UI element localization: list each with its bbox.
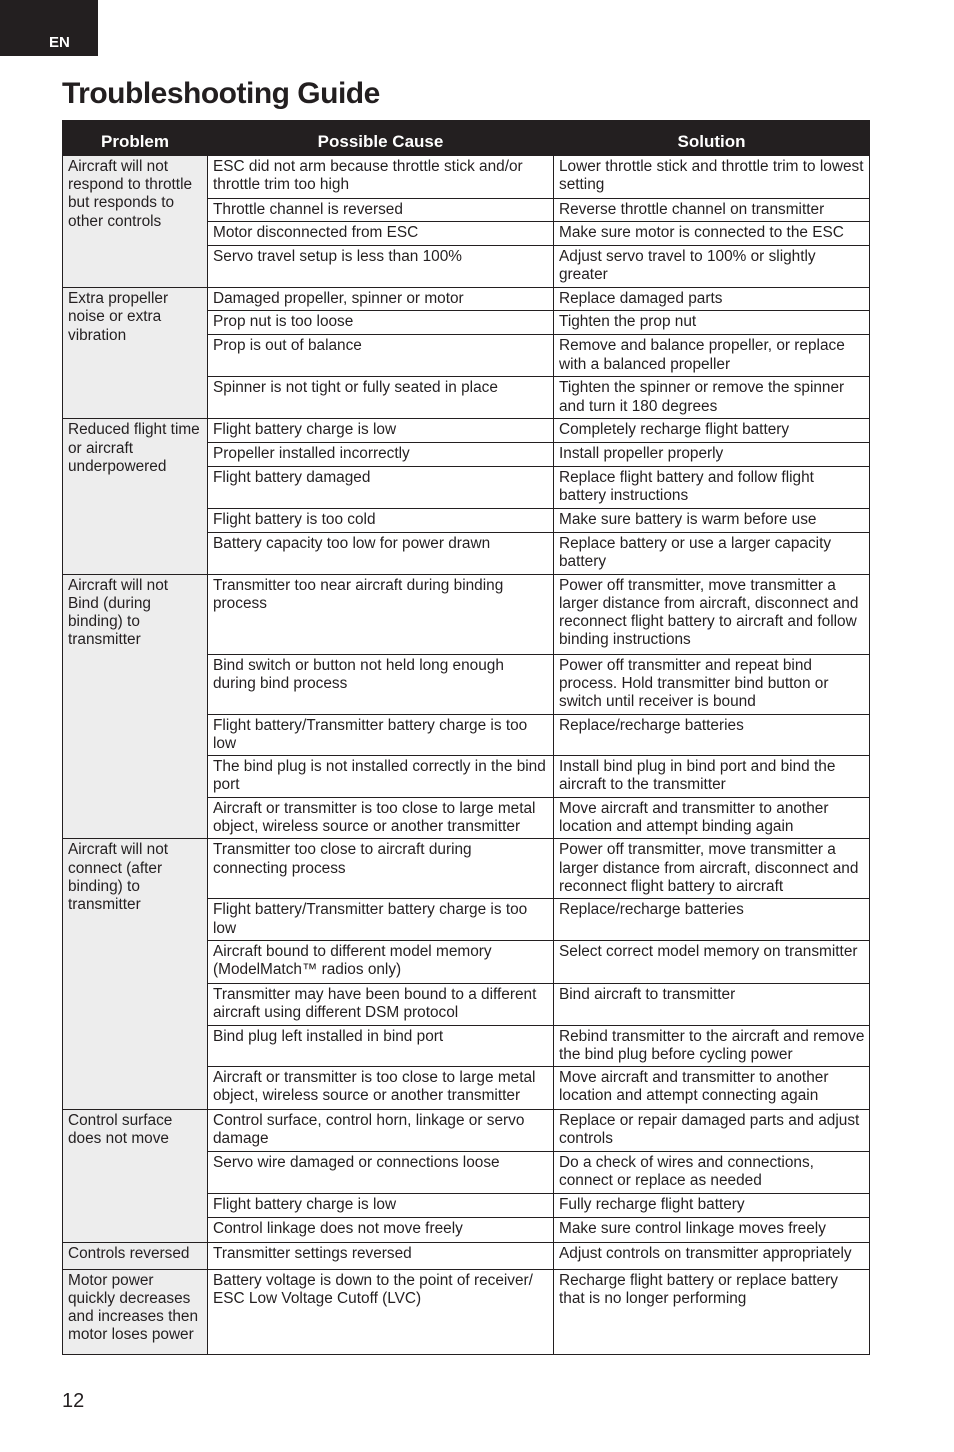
table-row [63,839,870,899]
table-row [63,1269,870,1354]
cause-cell: Aircraft or transmitter is too close to large metal object, wireless source or another transmitter [208,798,554,839]
solution-cell: Rebind transmitter to the aircraft and remove the bind plug before cycling power [554,1025,870,1066]
page-title: Troubleshooting Guide [62,77,380,110]
problem-cell: Aircraft will not connect (after binding) to transmitter [63,839,208,1110]
solution-cell: Install propeller properly [554,443,870,466]
solution-cell: Make sure motor is connected to the ESC [554,222,870,246]
table-row [63,419,870,443]
cause-cell: Damaged propeller, spinner or motor [208,288,554,311]
solution-cell: Make sure battery is warm before use [554,508,870,532]
column-header-problem: Problem [63,121,208,156]
cause-cell: Battery voltage is down to the point of receiver/ ESC Low Voltage Cutoff (LVC) [208,1269,554,1354]
cause-cell: Transmitter settings reversed [208,1242,554,1269]
solution-cell: Move aircraft and transmitter to another location and attempt binding again [554,798,870,839]
cause-cell: Servo wire damaged or connections loose [208,1151,554,1193]
solution-cell: Completely recharge flight battery [554,419,870,443]
solution-cell: Replace damaged parts [554,288,870,311]
problem-cell: Controls reversed [63,1242,208,1269]
solution-cell: Adjust controls on transmitter appropriately [554,1242,870,1269]
solution-cell: Remove and balance propeller, or replace with a balanced propeller [554,335,870,377]
solution-cell: Do a check of wires and connections, connect or replace as needed [554,1151,870,1193]
solution-cell: Bind aircraft to transmitter [554,983,870,1025]
problem-cell: Aircraft will not Bind (during binding) to transmitter [63,574,208,839]
cause-cell: Control surface, control horn, linkage or servo damage [208,1110,554,1151]
solution-cell: Replace battery or use a larger capacity battery [554,532,870,574]
solution-cell: Install bind plug in bind port and bind the aircraft to the transmitter [554,756,870,798]
cause-cell: Servo travel setup is less than 100% [208,246,554,288]
cause-cell: Flight battery charge is low [208,419,554,443]
table-header-row [63,121,870,156]
solution-cell: Power off transmitter, move transmitter a larger distance from aircraft, disconnect and reconnect flight battery to aircraft and follow binding instructions [554,574,870,654]
language-label: EN [49,34,70,51]
cause-cell: Spinner is not tight or fully seated in place [208,377,554,419]
solution-cell: Fully recharge flight battery [554,1193,870,1217]
cause-cell: Flight battery damaged [208,466,554,508]
solution-cell: Recharge flight battery or replace battery that is no longer performing [554,1269,870,1354]
solution-cell: Replace/recharge batteries [554,899,870,940]
solution-cell: Replace or repair damaged parts and adjust controls [554,1110,870,1151]
cause-cell: Flight battery is too cold [208,508,554,532]
problem-cell: Extra propeller noise or extra vibration [63,288,208,419]
cause-cell: Bind plug left installed in bind port [208,1025,554,1066]
table-body [63,156,870,1355]
problem-cell: Reduced flight time or aircraft underpowered [63,419,208,574]
cause-cell: Flight battery/Transmitter battery charge is too low [208,714,554,755]
cause-cell: ESC did not arm because throttle stick and/or throttle trim too high [208,156,554,199]
table-row [63,156,870,199]
cause-cell: Aircraft bound to different model memory (ModelMatch™ radios only) [208,940,554,983]
problem-cell: Aircraft will not respond to throttle but responds to other controls [63,156,208,288]
solution-cell: Tighten the spinner or remove the spinner and turn it 180 degrees [554,377,870,419]
language-tab [0,0,98,56]
column-header-cause: Possible Cause [208,121,554,156]
solution-cell: Power off transmitter, move transmitter a larger distance from aircraft, disconnect and reconnect flight battery to aircraft [554,839,870,899]
cause-cell: The bind plug is not installed correctly in the bind port [208,756,554,798]
table-row [63,1110,870,1151]
cause-cell: Flight battery charge is low [208,1193,554,1217]
table-row [63,288,870,311]
solution-cell: Replace/recharge batteries [554,714,870,755]
cause-cell: Transmitter too close to aircraft during connecting process [208,839,554,899]
cause-cell: Prop nut is too loose [208,311,554,335]
page-number: 12 [62,1390,85,1412]
problem-cell: Control surface does not move [63,1110,208,1242]
column-header-solution: Solution [554,121,870,156]
solution-cell: Power off transmitter and repeat bind process. Hold transmitter bind button or switch until receiver is bound [554,654,870,714]
cause-cell: Flight battery/Transmitter battery charge is too low [208,899,554,940]
solution-cell: Replace flight battery and follow flight battery instructions [554,466,870,508]
troubleshooting-table [62,120,870,1355]
solution-cell: Tighten the prop nut [554,311,870,335]
cause-cell: Propeller installed incorrectly [208,443,554,466]
cause-cell: Transmitter too near aircraft during binding process [208,574,554,654]
cause-cell: Bind switch or button not held long enough during bind process [208,654,554,714]
cause-cell: Prop is out of balance [208,335,554,377]
table-row [63,1242,870,1269]
problem-cell: Motor power quickly decreases and increases then motor loses power [63,1269,208,1354]
cause-cell: Aircraft or transmitter is too close to large metal object, wireless source or another transmitter [208,1067,554,1110]
cause-cell: Throttle channel is reversed [208,199,554,222]
cause-cell: Transmitter may have been bound to a different aircraft using different DSM protocol [208,983,554,1025]
cause-cell: Control linkage does not move freely [208,1217,554,1242]
solution-cell: Reverse throttle channel on transmitter [554,199,870,222]
solution-cell: Make sure control linkage moves freely [554,1217,870,1242]
solution-cell: Lower throttle stick and throttle trim to lowest setting [554,156,870,199]
solution-cell: Adjust servo travel to 100% or slightly greater [554,246,870,288]
cause-cell: Battery capacity too low for power drawn [208,532,554,574]
cause-cell: Motor disconnected from ESC [208,222,554,246]
solution-cell: Move aircraft and transmitter to another location and attempt connecting again [554,1067,870,1110]
table-row [63,574,870,654]
solution-cell: Select correct model memory on transmitter [554,940,870,983]
